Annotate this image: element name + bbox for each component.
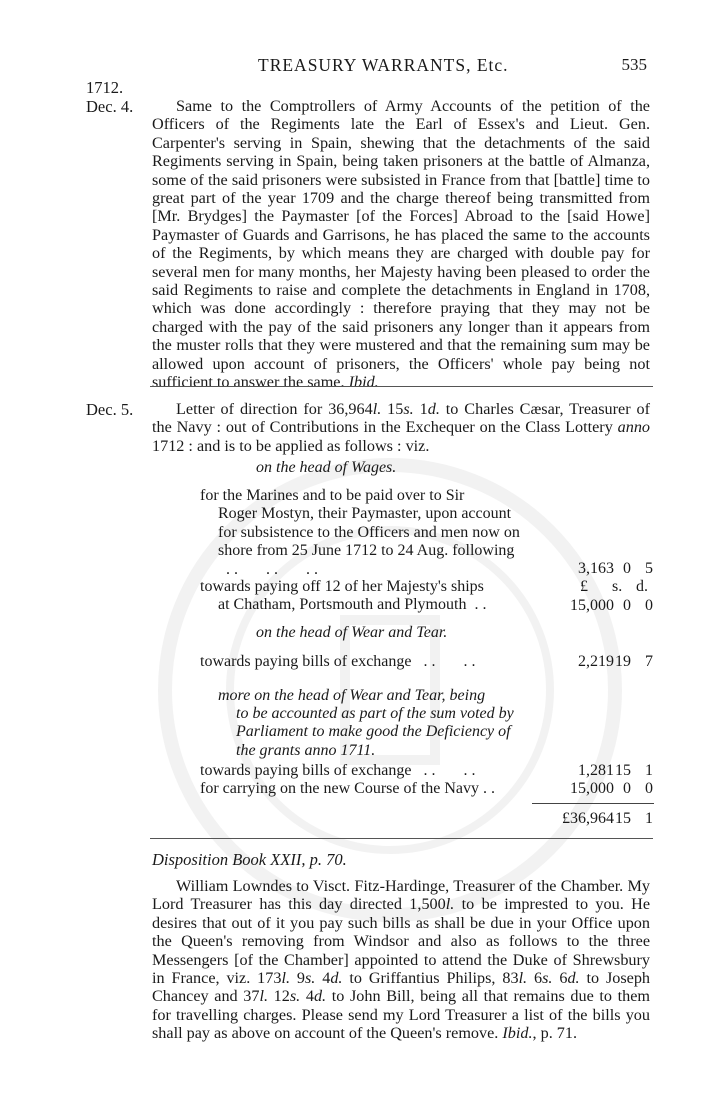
text-run: to be imprested to you. He desires that out of it you pay such bills as shall be due in your Office upon the Queen's removing from Windsor and also as follows to the three Messengers [of the Chamber] appointed to attend the Duke of Shrewsbury in France, viz. 173 (152, 895, 651, 988)
total-shillings: 15 (615, 810, 631, 827)
ibid-reference: Ibid. (502, 1024, 533, 1043)
text-run: William Lowndes to Visct. Fitz-Hardinge, Treasurer of the Chamber. My Lord Treasurer has this day directed 1,500 (152, 877, 650, 914)
item-continuation (200, 596, 530, 614)
text-run: to Joseph Chancey and 37 (152, 969, 651, 1006)
text-run: 12 (268, 987, 290, 1006)
item-text: for carrying on the new Course of the Navy (200, 780, 480, 797)
amount-pence: 1 (645, 762, 653, 779)
pounds-abbrev: l. (372, 400, 382, 418)
note-line: more on the head of Wear and Tear, being (218, 687, 486, 704)
entry-lowndes-paragraph (152, 877, 650, 1043)
margin-year: 1712. (86, 78, 124, 97)
text-run: 6 (552, 969, 568, 988)
section-divider (150, 386, 653, 387)
amount-shillings: 0 (623, 597, 631, 614)
amount-pence: 5 (645, 560, 653, 577)
text-run: 1 (413, 400, 428, 418)
amount-shillings: 15 (615, 762, 631, 779)
amount-pounds: 3,163 (578, 560, 614, 577)
ledger-head-wages: on the head of Wages. (256, 459, 397, 476)
amount-pence: 7 (645, 653, 653, 670)
item-line: towards paying off 12 of her Majesty's ships (200, 578, 484, 595)
amount-pence: 0 (645, 780, 653, 797)
ledger-item-bills-1 (200, 653, 530, 671)
leader-dots: . . . . (411, 653, 476, 670)
item-continuation (200, 505, 530, 579)
pounds-abbrev: l. (518, 969, 528, 988)
ledger-item-navy-course (200, 780, 530, 798)
pence-abbrev: d. (313, 987, 327, 1006)
item-line: for the Marines and to be paid over to Sir (200, 487, 465, 504)
amount-pounds: 15,000 (570, 780, 614, 797)
item-text: towards paying bills of exchange (200, 653, 412, 670)
total-rule (532, 803, 654, 804)
text-run: 15 (381, 400, 404, 418)
leader-dots: . . (479, 780, 496, 797)
leader-dots: . . . . . . (218, 560, 318, 578)
total-pounds: £36,964 (562, 810, 614, 827)
source-citation: Disposition Book XXII, p. 70. (152, 850, 347, 869)
ledger-item-ships (200, 578, 530, 615)
ledger-head-wear-tear: on the head of Wear and Tear. (256, 624, 448, 641)
item-text: towards paying bills of exchange (200, 762, 412, 779)
leader-dots: . . . . (411, 762, 476, 779)
pence-abbrev: d. (427, 400, 440, 418)
amount-shillings: 19 (615, 653, 631, 670)
amount-pounds: 2,219 (578, 653, 614, 670)
pounds-abbrev: l. (281, 969, 290, 988)
total-pence: 1 (645, 810, 653, 827)
amount-pounds: 1,281 (578, 762, 614, 779)
pence-abbrev: d. (330, 969, 343, 988)
ledger-item-bills-2 (200, 762, 530, 780)
amount-shillings: 0 (623, 780, 631, 797)
column-head-shillings: s. (612, 578, 623, 595)
shillings-abbrev: s. (304, 969, 316, 988)
section-divider (150, 838, 653, 839)
text-run: 1712 : and is to be applied as follows : viz. (152, 436, 430, 455)
text-run: to Charles Cæsar, Treasurer of the Navy : out of Contributions in the Exchequer on the Class Lottery (152, 400, 650, 437)
margin-date-dec-5: Dec. 5. (86, 400, 134, 419)
text-run: Letter of direction for 36,964 (176, 400, 373, 418)
text-run: 4 (315, 969, 331, 988)
pounds-abbrev: l. (445, 895, 455, 914)
text-run: to John Bill, being all that remains due to them for travelling charges. Please send my Lord Treasurer a list of the bills you shall pay as above on account of the Queen's remove. (152, 987, 650, 1043)
text-run: 9 (290, 969, 305, 988)
item-text: Roger Mostyn, their Paymaster, upon account for subsistence to the Officers and men now on shore from 25 June 1712 to 24 Aug. following (218, 505, 520, 560)
pounds-abbrev: l. (259, 987, 269, 1006)
column-head-pounds: £ (580, 578, 588, 595)
entry-dec-4-text: Same to the Comptrollers of Army Accounts of the petition of the Officers of the Regiments late the Earl of Essex's and Lieut. Gen. Carpenter's serving in Spain, shewing that the detachments of the said Regiments serving in Spain, being taken prisoners at the battle of Almanza, some of the said prisoners were subsisted in France from that [battle] time to great part of the year 1709 and the charge thereof being transmitted from [Mr. Brydges] the Paymaster [of the Forces] Abroad to the [said Howe] Paymaster of Guards and Garrisons, he has placed the same to the accounts of the Regiments, by which means they are charged with double pay for several men for many months, her Majesty having been pleased to order the said Regiments to raise and complete the detachments in England in 1708, which was done accordingly : therefore praying that they may not be charged with the pay of the said prisoners any longer than it appears from the muster rolls that they were mustered and that the remaining sum may be allowed upon account of prisoners, the Officers' whole pay being not sufficient to answer the same. (152, 97, 650, 392)
amount-pence: 0 (645, 597, 653, 614)
amount-pounds: 15,000 (570, 597, 614, 614)
entry-dec-4-paragraph (152, 97, 650, 392)
running-head-title: TREASURY WARRANTS, Etc. (258, 55, 509, 75)
shillings-abbrev: s. (403, 400, 414, 418)
ledger-note-deficiency (218, 687, 518, 760)
text-run: to Griffantius Philips, 83 (342, 969, 519, 988)
ledger-item-marines (200, 487, 530, 579)
amount-shillings: 0 (623, 560, 631, 577)
column-head-pence: d. (636, 578, 648, 595)
item-text: at Chatham, Portsmouth and Plymouth (218, 596, 467, 614)
page-reference: , p. 71. (532, 1024, 578, 1043)
text-run: 6 (527, 969, 543, 988)
page-number: 535 (621, 55, 647, 74)
text-run: 4 (300, 987, 314, 1006)
note-continuation: to be accounted as part of the sum voted by Parliament to make good the Deficiency of the grants anno 1711. (236, 705, 514, 759)
entry-dec-5-paragraph (152, 400, 650, 455)
ibid-reference: Ibid. (348, 373, 379, 392)
margin-date-dec-4: Dec. 4. (86, 97, 134, 116)
shillings-abbrev: s. (289, 987, 301, 1006)
pence-abbrev: d. (567, 969, 580, 988)
leader-dots: . . (466, 596, 487, 614)
shillings-abbrev: s. (542, 969, 553, 988)
anno-italic: anno (617, 418, 650, 437)
